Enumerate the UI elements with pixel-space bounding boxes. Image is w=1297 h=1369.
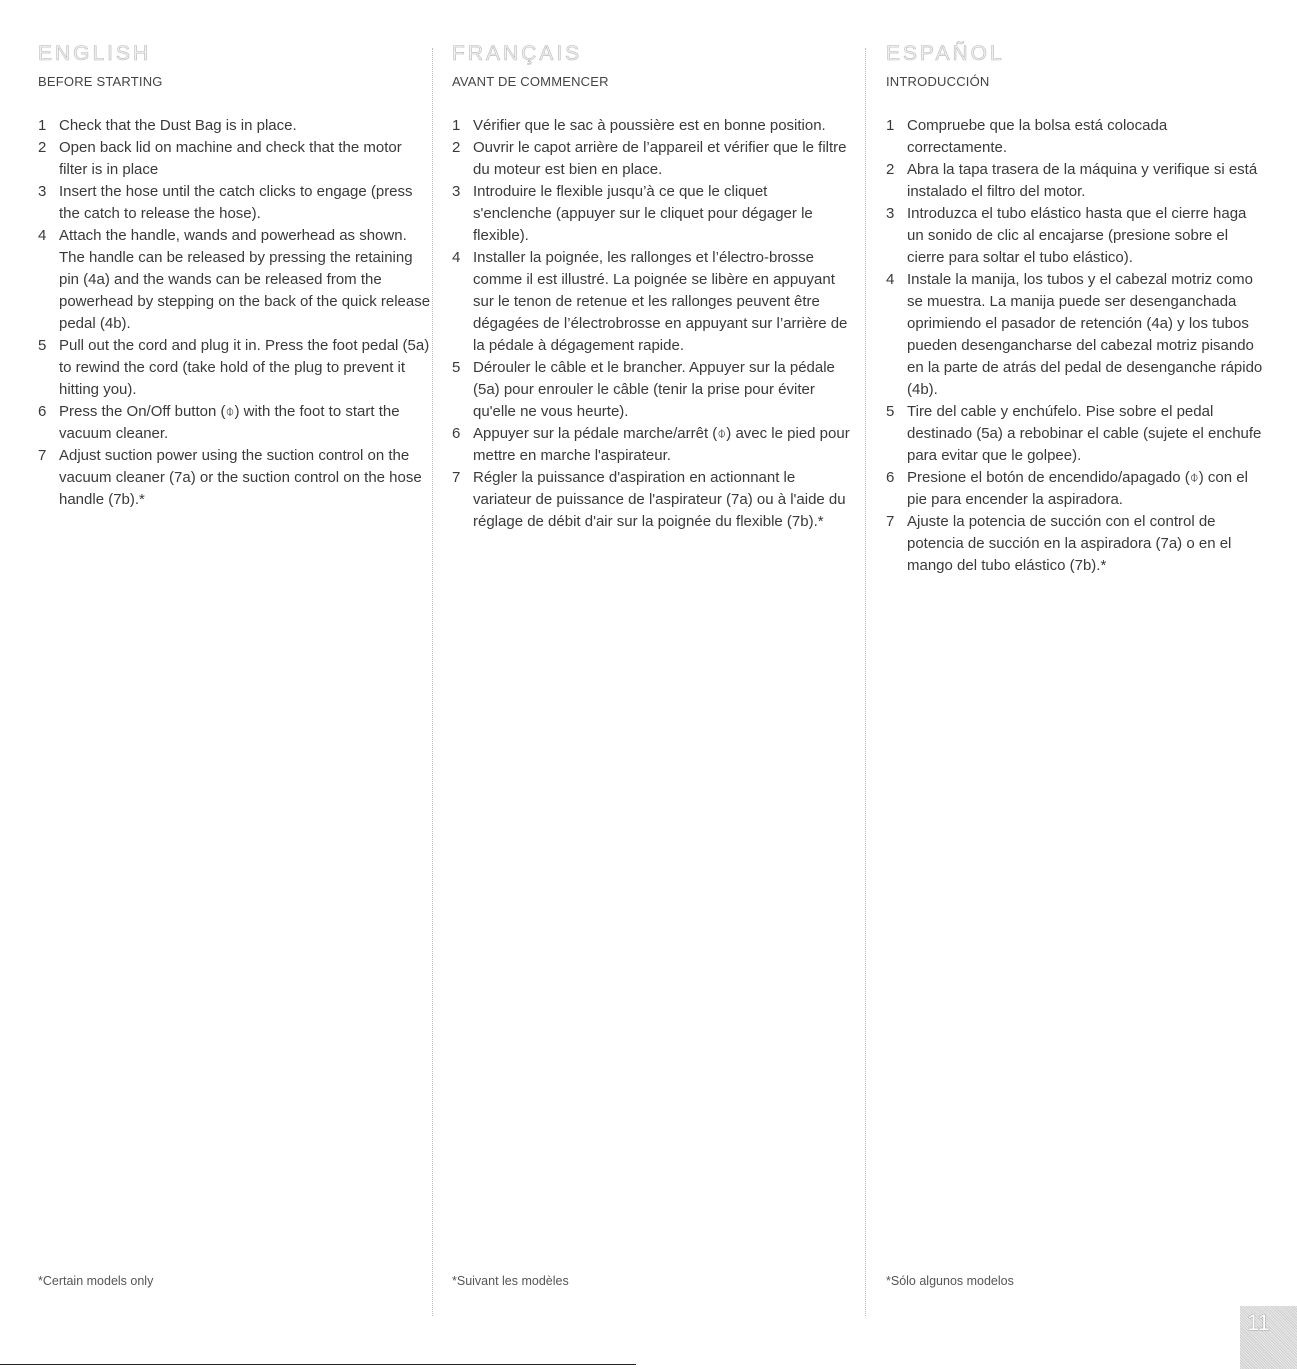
list-item (452, 467, 850, 533)
step-number: 6 (38, 403, 47, 420)
step-number: 3 (452, 183, 461, 200)
list-item (452, 115, 850, 137)
step-text: Installer la poignée, les rallonges et l’électro-brosse comme il est illustré. La poignée se libère en appuyant sur le tenon de retenue et les rallonges peuvent être dégagées de l’électrobrosse en appuyant sur l’arrière de la pédale à dégagement rapide. (473, 249, 848, 354)
step-text: Insert the hose until the catch clicks to engage (press the catch to release the hose). (59, 183, 413, 222)
step-number: 3 (886, 205, 895, 222)
step-text: Abra la tapa trasera de la máquina y verifique si está instalado el filtro del motor. (907, 161, 1258, 200)
footnote: *Suivant les modèles (452, 1274, 569, 1288)
list-item (886, 467, 1266, 511)
section-title: BEFORE STARTING (38, 74, 163, 89)
step-text: Ajuste la potencia de succión con el control de potencia de succión en la aspiradora (7a) o en el mango del tubo elástico (7b).* (907, 513, 1232, 574)
step-text: Dérouler le câble et le brancher. Appuyer sur la pédale (5a) pour enrouler le câble (tenir la prise pour éviter qu'elle ne vous heurte). (473, 359, 835, 420)
section-title: AVANT DE COMMENCER (452, 74, 609, 89)
list-item (452, 181, 850, 247)
column-spanish (886, 42, 1266, 1317)
step-number: 2 (452, 139, 461, 156)
step-number: 1 (38, 117, 47, 134)
step-number: 6 (452, 425, 461, 442)
list-item (452, 357, 850, 423)
page-number: 11 (1247, 1310, 1270, 1335)
list-item (38, 225, 433, 335)
list-item (886, 203, 1266, 269)
column-english (38, 42, 433, 1317)
steps-list (886, 115, 1266, 577)
step-number: 5 (886, 403, 895, 420)
footnote: *Certain models only (38, 1274, 154, 1288)
step-text: Appuyer sur la pédale marche/arrêt (⌽) avec le pied pour mettre en marche l'aspirateur. (473, 425, 850, 464)
column-divider (432, 48, 433, 1316)
step-number: 4 (452, 249, 461, 266)
step-number: 5 (38, 337, 47, 354)
step-text: Press the On/Off button (⌽) with the foot to start the vacuum cleaner. (59, 403, 400, 442)
step-text: Presione el botón de encendido/apagado (⌽) con el pie para encender la aspiradora. (907, 469, 1248, 508)
steps-list (38, 115, 433, 511)
footnote: *Sólo algunos modelos (886, 1274, 1014, 1288)
step-number: 7 (38, 447, 47, 464)
step-number: 1 (886, 117, 895, 134)
step-number: 4 (38, 227, 47, 244)
list-item (38, 181, 433, 225)
step-text: Pull out the cord and plug it in. Press the foot pedal (5a) to rewind the cord (take hold of the plug to prevent it hitting you). (59, 337, 430, 398)
list-item (452, 423, 850, 467)
list-item (886, 269, 1266, 401)
step-number: 5 (452, 359, 461, 376)
step-text: Compruebe que la bolsa está colocada correctamente. (907, 117, 1168, 156)
step-number: 2 (886, 161, 895, 178)
steps-list (452, 115, 850, 533)
step-text: Introduire le flexible jusqu’à ce que le cliquet s'enclenche (appuyer sur le cliquet pour dégager le flexible). (473, 183, 813, 244)
page-number-badge (1240, 1306, 1297, 1369)
step-text: Adjust suction power using the suction control on the vacuum cleaner (7a) or the suction control on the hose handle (7b).* (59, 447, 422, 508)
step-text: Introduzca el tubo elástico hasta que el cierre haga un sonido de clic al encajarse (presione sobre el cierre para soltar el tubo elástico). (907, 205, 1247, 266)
list-item (38, 137, 433, 181)
list-item (886, 159, 1266, 203)
column-french (452, 42, 850, 1317)
step-text: Check that the Dust Bag is in place. (59, 117, 297, 134)
step-number: 7 (452, 469, 461, 486)
step-text: Attach the handle, wands and powerhead as shown. The handle can be released by pressing the retaining pin (4a) and the wands can be released from the powerhead by stepping on the back of the quick release pedal (4b). (59, 227, 431, 332)
column-divider (865, 48, 866, 1316)
list-item (886, 511, 1266, 577)
language-title: ENGLISH (38, 42, 152, 65)
step-text: Open back lid on machine and check that the motor filter is in place (59, 139, 402, 178)
step-number: 1 (452, 117, 461, 134)
language-title: FRANÇAIS (452, 42, 583, 65)
step-text: Régler la puissance d'aspiration en actionnant le variateur de puissance de l'aspirateur (7a) ou à l'aide du réglage de débit d'air sur la poignée du flexible (7b).* (473, 469, 846, 530)
list-item (38, 401, 433, 445)
list-item (886, 401, 1266, 467)
language-title: ESPAÑOL (886, 42, 1005, 65)
list-item (886, 115, 1266, 159)
step-number: 4 (886, 271, 895, 288)
list-item (452, 137, 850, 181)
step-text: Instale la manija, los tubos y el cabezal motriz como se muestra. La manija puede ser desenganchada oprimiendo el pasador de retención (4a) y los tubos pueden desengancharse del cabezal motriz pisando en la parte de atrás del pedal de desenganche rápido (4b). (907, 271, 1263, 398)
step-text: Vérifier que le sac à poussière est en bonne position. (473, 117, 826, 134)
step-number: 3 (38, 183, 47, 200)
step-number: 6 (886, 469, 895, 486)
step-number: 7 (886, 513, 895, 530)
list-item (38, 335, 433, 401)
list-item (38, 445, 433, 511)
step-text: Ouvrir le capot arrière de l’appareil et vérifier que le filtre du moteur est bien en place. (473, 139, 847, 178)
section-title: INTRODUCCIÓN (886, 74, 990, 89)
step-number: 2 (38, 139, 47, 156)
list-item (452, 247, 850, 357)
step-text: Tire del cable y enchúfelo. Pise sobre el pedal destinado (5a) a rebobinar el cable (sujete el enchufe para evitar que le golpee). (907, 403, 1262, 464)
bottom-rule (0, 1364, 636, 1365)
list-item (38, 115, 433, 137)
